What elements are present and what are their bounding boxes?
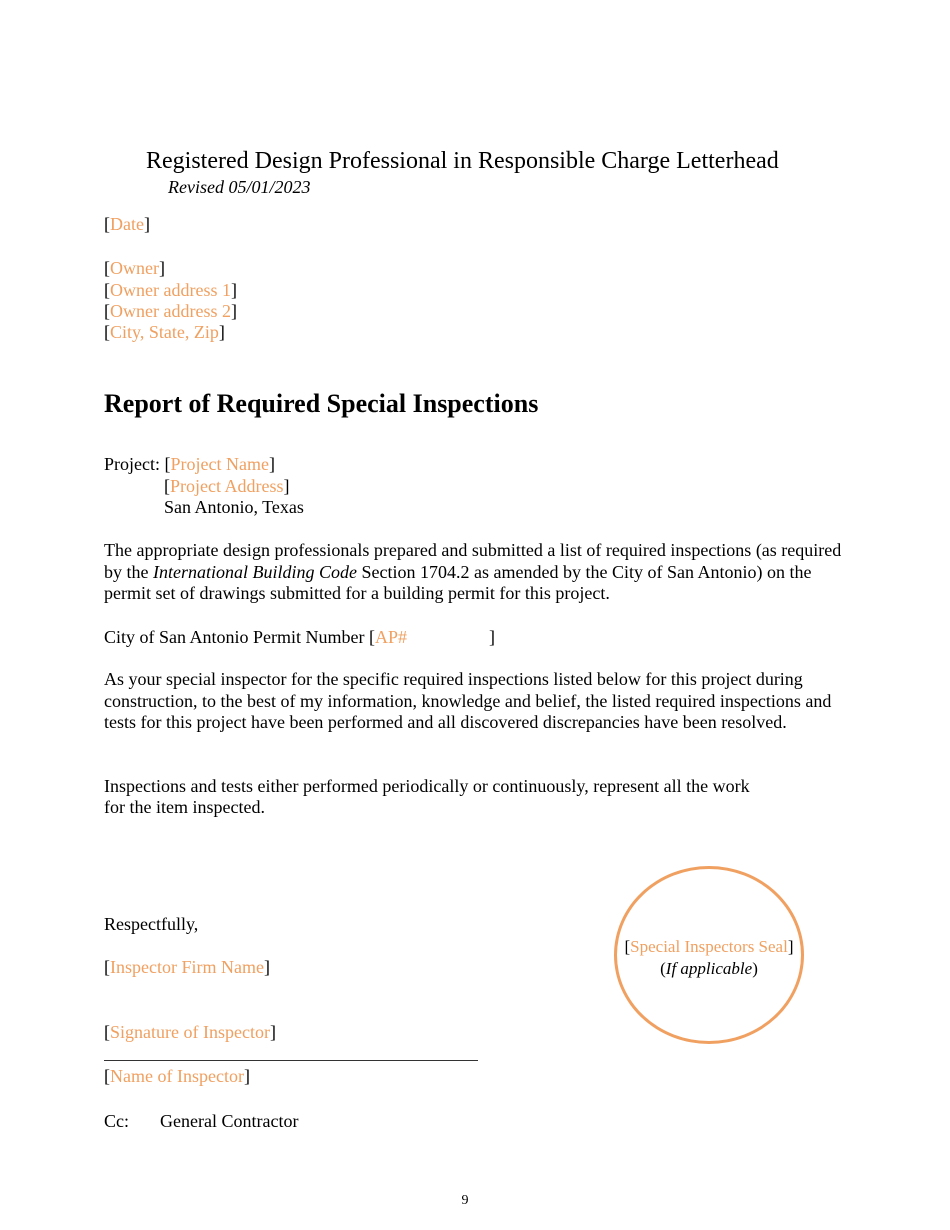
signature-rule xyxy=(104,1060,478,1061)
permit-number-line: City of San Antonio Permit Number [AP# ] xyxy=(104,627,496,647)
permit-placeholder: AP# xyxy=(375,627,408,647)
owner-address2-line: [Owner address 2] xyxy=(104,301,237,321)
paragraph-inspections-line2: for the item inspected. xyxy=(104,797,265,817)
seal-placeholder: Special Inspectors Seal xyxy=(630,937,788,956)
cc-recipient: General Contractor xyxy=(160,1111,299,1131)
paragraph-inspections-line1: Inspections and tests either performed periodically or continuously, represent all the work xyxy=(104,776,750,796)
date-placeholder: Date xyxy=(110,214,144,234)
paragraph1-code: International Building Code xyxy=(153,561,357,582)
project-label: Project: xyxy=(104,454,160,474)
seal-note: If applicable xyxy=(665,959,753,978)
owner-address1-placeholder: Owner address 1 xyxy=(110,280,231,300)
permit-label: City of San Antonio Permit Number xyxy=(104,627,365,647)
closing: Respectfully, xyxy=(104,914,199,934)
inspector-name-placeholder: Name of Inspector xyxy=(110,1066,244,1086)
page-number: 9 xyxy=(461,1193,469,1208)
paragraph-special-inspector: As your special inspector for the specific required inspections listed below for this project during construction, to the best of my information, knowledge and belief, the listed required inspections and tests for this project have been performed and all discovered discrepancies have been resolved. xyxy=(104,669,832,732)
revised-date: Revised 05/01/2023 xyxy=(168,177,311,197)
owner-address1-line: [Owner address 1] xyxy=(104,280,237,300)
inspector-firm-placeholder: Inspector Firm Name xyxy=(110,957,264,977)
owner-line: [Owner] xyxy=(104,258,165,278)
letterhead-title: Registered Design Professional in Responsible Charge Letterhead xyxy=(146,148,779,174)
project-name-line: Project: [Project Name] xyxy=(104,454,275,474)
date-line: [Date] xyxy=(104,214,150,234)
owner-placeholder: Owner xyxy=(110,258,159,278)
report-title: Report of Required Special Inspections xyxy=(104,389,539,418)
inspector-firm-line: [Inspector Firm Name] xyxy=(104,957,270,977)
project-city: San Antonio, Texas xyxy=(164,497,304,517)
owner-city-line: [City, State, Zip] xyxy=(104,322,225,342)
signature-placeholder: Signature of Inspector xyxy=(110,1022,270,1042)
project-name-placeholder: Project Name xyxy=(170,454,269,474)
project-address-line: [Project Address] xyxy=(164,476,290,496)
owner-address2-placeholder: Owner address 2 xyxy=(110,301,231,321)
cc-label: Cc: xyxy=(104,1111,129,1131)
inspector-name-line: [Name of Inspector] xyxy=(104,1066,250,1086)
paragraph1-after: Section 1704.2 as amended by the City of San Antonio) on the permit set of drawings submitted for a building permit for this project. xyxy=(104,561,812,603)
project-address-placeholder: Project Address xyxy=(170,476,284,496)
owner-city-placeholder: City, State, Zip xyxy=(110,322,219,342)
signature-line-label: [Signature of Inspector] xyxy=(104,1022,276,1042)
paragraph1-before: The appropriate design professionals prepared and submitted a list of required inspections (as required by the xyxy=(104,540,842,582)
paragraph-design-professionals xyxy=(104,540,844,605)
seal-note-line: (If applicable) xyxy=(660,959,758,978)
seal-label-line: [Special Inspectors Seal] xyxy=(624,937,794,956)
